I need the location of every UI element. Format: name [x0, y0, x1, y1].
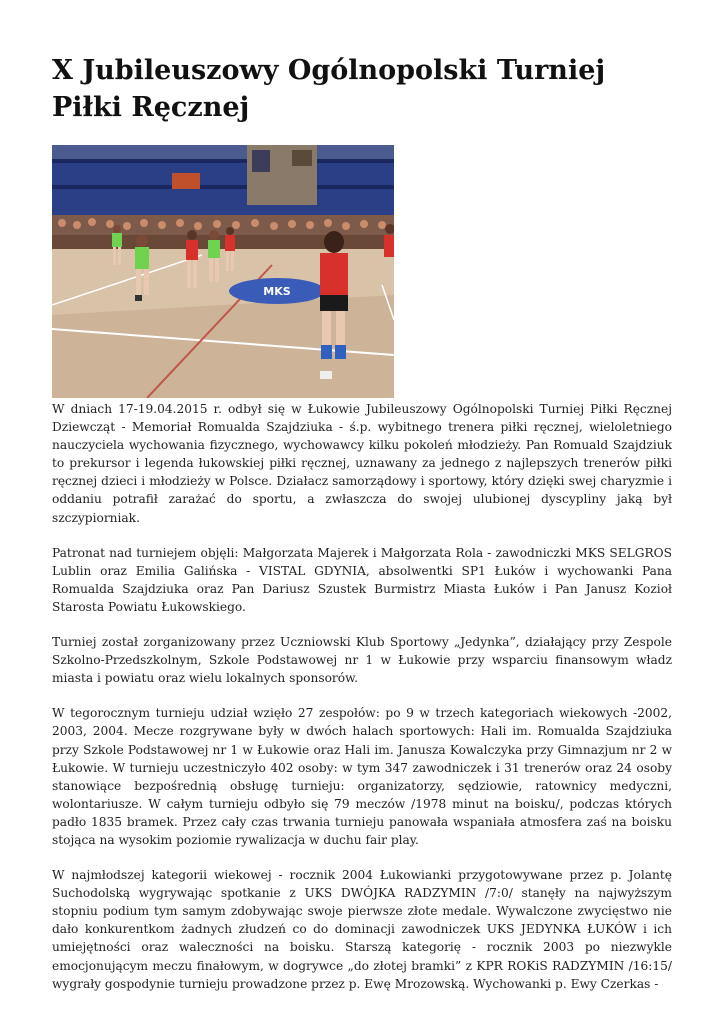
paragraph: Turniej został zorganizowany przez Uczniowski Klub Sportowy „Jedynka”, działający przy Zespole Szkolno-Przedszkolnym, Szkole Podstawowej nr 1 w Łukowie przy wsparciu finansowym władz miasta i powiatu oraz wielu lokalnych sponsorów.	[52, 635, 672, 686]
player-red-right	[384, 224, 394, 257]
paragraph: Patronat nad turniejem objęli: Małgorzata Majerek i Małgorzata Rola - zawodniczki MKS SELGROS Lublin oraz Emilia Galińska - VISTAL GDYNIA, absolwentki SP1 Łuków i wychowanki Pana Romualda Szajdziuka oraz Pan Dariusz Szustek Burmistrz Miasta Łuków i Pan Janusz Kozioł Starosta Powiatu Łukowskiego.	[52, 545, 672, 614]
article-body	[52, 400, 672, 1010]
paragraph: W tegorocznym turnieju udział wzięło 27 zespołów: po 9 w trzech kategoriach wiekowych -2002, 2003, 2004. Mecze rozgrywane były w dwóch halach sportowych: Hali im. Romualda Szajdziuka przy Szkole Podstawowej nr 1 w Łukowie oraz Hali im. Janusza Kowalczyka przy Gimnazjum nr 2 w Łukowie. W turnieju uczestniczyło 402 osoby: w tym 347 zawodniczek i 31 trenerów oraz 24 osoby stanowiące bezpośrednią obsługę turnieju: organizatorzy, sędziowie, ratownicy medyczni, wolontariusze. W całym turnieju odbyło się 79 meczów /1978 minut na boisku/, podczas których padło 1835 bramek. Przez cały czas trwania turnieju panowała wspaniała atmosfera zaś na boisku stojąca na wysokim poziomie rywalizacja w duchu fair play.	[52, 706, 672, 847]
paragraph: W dniach 17-19.04.2015 r. odbył się w Łukowie Jubileuszowy Ogólnopolski Turniej Piłki Ręcznej Dziewcząt - Memoriał Romualda Szajdziuka - ś.p. wybitnego trenera piłki ręcznej, wieloletniego nauczyciela wychowania fizycznego, wychowawcy kilku pokoleń młodzieży. Pan Romuald Szajdziuk to prekursor i legenda łukowskiej piłki ręcznej, uznawany za jednego z najlepszych trenerów piłki ręcznej dzieci i młodzieży w Polsce. Działacz samorządowy i sportowy, który dzięki swej charyzmie i oddaniu potrafił zarażać do sportu, a zwłaszcza do swojej ulubionej dyscypliny jaką był szczypiorniak.	[52, 402, 672, 525]
article-title: X Jubileuszowy Ogólnopolski Turniej Piłki Ręcznej	[52, 55, 606, 123]
paragraph: W najmłodszej kategorii wiekowej - rocznik 2004 Łukowianki przygotowywane przez p. Jolantę Suchodolską wygrywając spotkanie z UKS DWÓJKA RADZYMIN /7:0/ stanęły na najwyższym stopniu podium tym samym zdobywając swoje pierwsze złote medale. Wywalczone zwycięstwo nie dało konkurentkom żadnych złudzeń co do dominacji zawodniczek UKS JEDYNKA ŁUKÓW i ich umiejętności oraz waleczności na boisku. Starszą kategorię - rocznik 2003 po niezwykle emocjonującym meczu finałowym, w dogrywce „do złotej bramki” z KPR ROKiS RADZYMIN /16:15/ wygrały gospodynie turnieju prowadzone przez p. Ewę Mrozowską. Wychowanki p. Ewy Czerkas -	[52, 868, 672, 991]
article-photo	[52, 145, 394, 398]
handball-game-photo	[52, 145, 394, 398]
floor-logo-text: MKS	[263, 285, 291, 298]
